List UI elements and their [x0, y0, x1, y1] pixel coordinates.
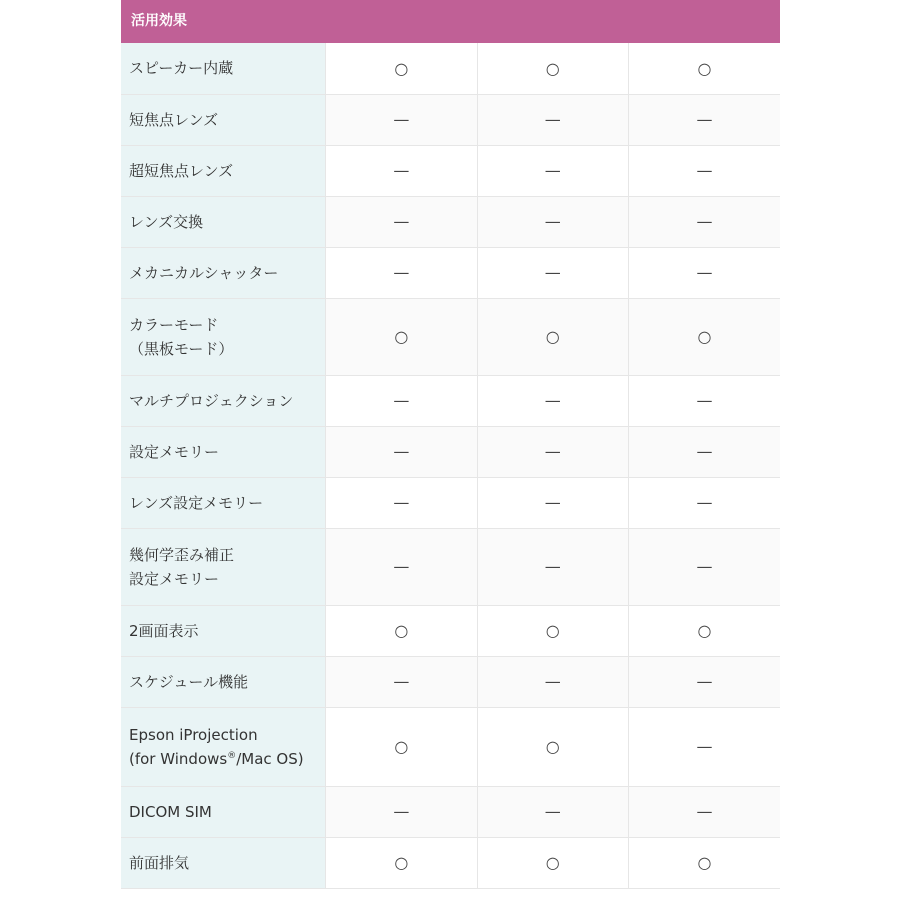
cell-value: — [326, 528, 477, 605]
cell-value: ○ [629, 605, 780, 656]
cell-value: — [629, 196, 780, 247]
table-row [121, 145, 780, 196]
cell-value: ○ [326, 707, 477, 786]
row-label: 短焦点レンズ [121, 94, 326, 145]
cell-value: — [477, 786, 628, 837]
table-row [121, 94, 780, 145]
cell-value: — [326, 247, 477, 298]
cell-value: — [629, 707, 780, 786]
row-label: メカニカルシャッター [121, 247, 326, 298]
table-row [121, 528, 780, 605]
cell-value: — [629, 477, 780, 528]
feature-grid [121, 43, 780, 889]
row-label-line1: カラーモード [129, 315, 219, 334]
row-label [121, 298, 326, 375]
cell-value: ○ [629, 298, 780, 375]
table-row [121, 656, 780, 707]
cell-value: ○ [629, 837, 780, 888]
cell-value: — [326, 145, 477, 196]
cell-value: — [477, 375, 628, 426]
registered-mark: ® [227, 750, 237, 761]
cell-value: ○ [477, 605, 628, 656]
cell-value: ○ [477, 837, 628, 888]
row-label [121, 528, 326, 605]
cell-value: — [629, 786, 780, 837]
table-header: 活用効果 [121, 0, 780, 43]
row-label-line1: Epson iProjection [129, 725, 258, 744]
row-label-line2: （黒板モード） [129, 339, 234, 358]
row-label: レンズ交換 [121, 196, 326, 247]
table-row [121, 196, 780, 247]
table-row [121, 247, 780, 298]
table-row [121, 426, 780, 477]
table-row [121, 375, 780, 426]
table-row [121, 605, 780, 656]
row-label: レンズ設定メモリー [121, 477, 326, 528]
cell-value: — [477, 247, 628, 298]
cell-value: — [326, 477, 477, 528]
cell-value: ○ [477, 43, 628, 94]
table-row [121, 837, 780, 888]
row-label-line2: 設定メモリー [129, 569, 220, 588]
cell-value: — [477, 145, 628, 196]
cell-value: — [326, 94, 477, 145]
cell-value: — [326, 196, 477, 247]
cell-value: ○ [326, 605, 477, 656]
cell-value: — [629, 375, 780, 426]
row-label: スケジュール機能 [121, 656, 326, 707]
row-label: 前面排気 [121, 837, 326, 888]
cell-value: — [629, 94, 780, 145]
row-label: スピーカー内蔵 [121, 43, 326, 94]
row-label-line2-pre: (for Windows [129, 749, 228, 768]
row-label: 2画面表示 [121, 605, 326, 656]
cell-value: ○ [477, 298, 628, 375]
cell-value: ○ [326, 298, 477, 375]
cell-value: ○ [629, 43, 780, 94]
cell-value: — [629, 656, 780, 707]
cell-value: ○ [477, 707, 628, 786]
table-row [121, 477, 780, 528]
cell-value: — [629, 247, 780, 298]
row-label-line1: 幾何学歪み補正 [129, 545, 235, 564]
cell-value: — [629, 145, 780, 196]
row-label-line2-post: /Mac OS) [236, 749, 304, 768]
cell-value: — [326, 656, 477, 707]
row-label [121, 707, 326, 786]
cell-value: — [629, 528, 780, 605]
cell-value: — [477, 528, 628, 605]
table-row [121, 786, 780, 837]
row-label: マルチプロジェクション [121, 375, 326, 426]
cell-value: — [477, 477, 628, 528]
cell-value: — [326, 426, 477, 477]
cell-value: — [326, 375, 477, 426]
cell-value: — [629, 426, 780, 477]
table-row [121, 298, 780, 375]
cell-value: ○ [326, 43, 477, 94]
cell-value: ○ [326, 837, 477, 888]
table-row [121, 707, 780, 786]
cell-value: — [326, 786, 477, 837]
feature-table [121, 0, 780, 889]
cell-value: — [477, 94, 628, 145]
cell-value: — [477, 426, 628, 477]
table-row [121, 43, 780, 94]
row-label: DICOM SIM [121, 786, 326, 837]
cell-value: — [477, 656, 628, 707]
row-label: 設定メモリー [121, 426, 326, 477]
row-label-line2 [129, 747, 325, 771]
cell-value: — [477, 196, 628, 247]
row-label: 超短焦点レンズ [121, 145, 326, 196]
